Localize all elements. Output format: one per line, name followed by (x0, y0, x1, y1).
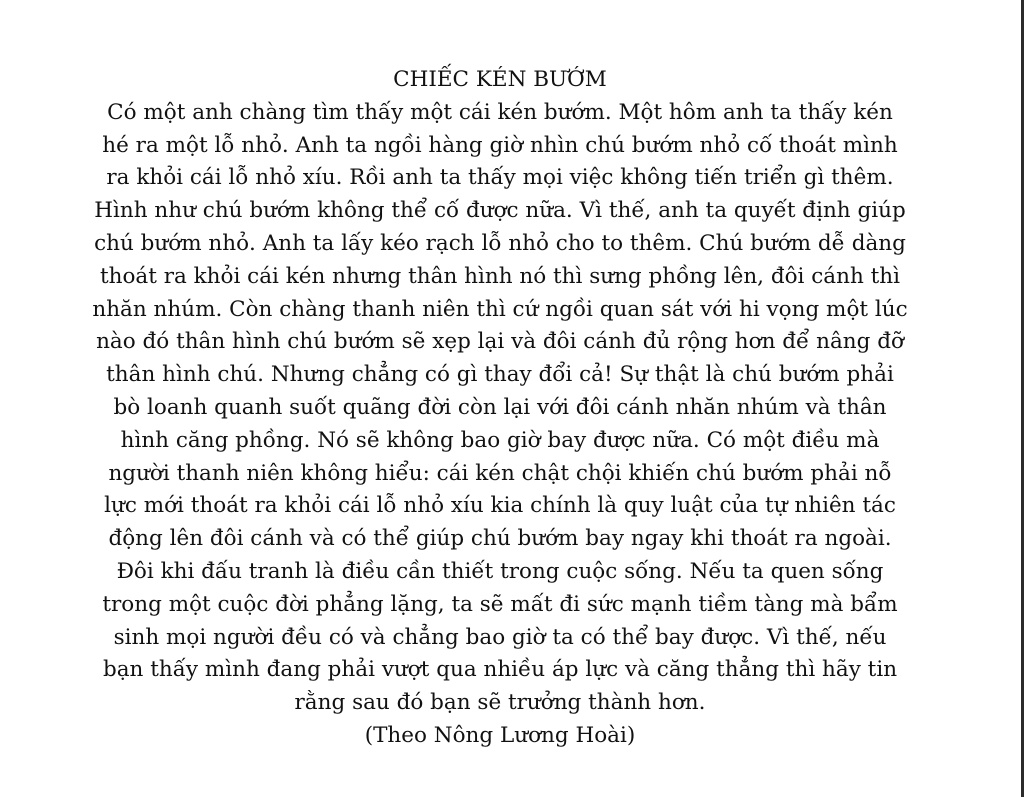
document-body (20, 64, 980, 753)
text-line: ra khỏi cái lỗ nhỏ xíu. Rồi anh ta thấy mọi việc không tiến triển gì thêm. (106, 165, 894, 191)
text-line: thân hình chú. Nhưng chẳng có gì thay đổi cả! Sự thật là chú bướm phải (106, 362, 894, 388)
text-line: trong một cuộc đời phẳng lặng, ta sẽ mất đi sức mạnh tiềm tàng mà bẩm (102, 591, 898, 617)
text-line: Đôi khi đấu tranh là điều cần thiết trong cuộc sống. Nếu ta quen sống (116, 558, 884, 584)
text-line: hình căng phồng. Nó sẽ không bao giờ bay được nữa. Có một điều mà (120, 427, 880, 453)
text-line: hé ra một lỗ nhỏ. Anh ta ngồi hàng giờ nhìn chú bướm nhỏ cố thoát mình (102, 132, 898, 158)
source-attribution: (Theo Nông Lương Hoài) (364, 722, 636, 748)
document-title: CHIẾC KÉN BƯỚM (393, 67, 607, 92)
text-line: người thanh niên không hiểu: cái kén chật chội khiến chú bướm phải nỗ (108, 460, 892, 486)
text-line: bò loanh quanh suốt quãng đời còn lại với đôi cánh nhăn nhúm và thân (113, 394, 887, 420)
text-line: Có một anh chàng tìm thấy một cái kén bướm. Một hôm anh ta thấy kén (107, 99, 893, 125)
text-line: thoát ra khỏi cái kén nhưng thân hình nó thì sưng phồng lên, đôi cánh thì (99, 263, 901, 289)
text-line: sinh mọi người đều có và chẳng bao giờ ta có thể bay được. Vì thế, nếu (113, 624, 887, 650)
text-line: động lên đôi cánh và có thể giúp chú bướm bay ngay khi thoát ra ngoài. (108, 526, 892, 552)
text-line: bạn thấy mình đang phải vượt qua nhiều áp lực và căng thẳng thì hãy tin (102, 657, 898, 683)
text-line: nhăn nhúm. Còn chàng thanh niên thì cứ ngồi quan sát với hi vọng một lúc (92, 296, 908, 322)
text-line: lực mới thoát ra khỏi cái lỗ nhỏ xíu kia chính là quy luật của tự nhiên tác (104, 493, 896, 519)
text-line: Hình như chú bướm không thể cố được nữa. Vì thế, anh ta quyết định giúp (94, 198, 906, 224)
text-line: rằng sau đó bạn sẽ trưởng thành hơn. (294, 690, 706, 716)
text-line: chú bướm nhỏ. Anh ta lấy kéo rạch lỗ nhỏ cho to thêm. Chú bướm dễ dàng (94, 230, 906, 256)
text-line: nào đó thân hình chú bướm sẽ xẹp lại và đôi cánh đủ rộng hơn để nâng đỡ (96, 329, 904, 355)
